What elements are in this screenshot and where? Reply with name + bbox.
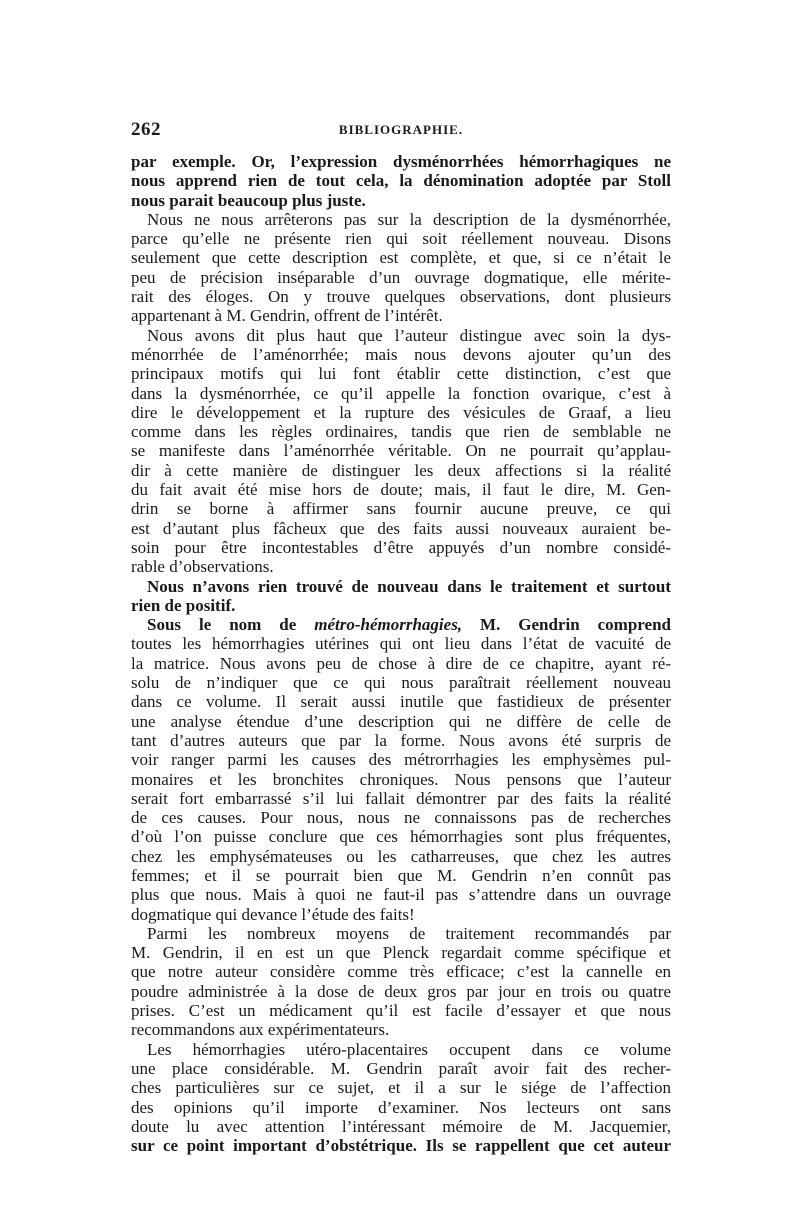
text-line: dans la dysménorrhée, ce qu’il appelle la fonction ovarique, c’est à bbox=[131, 383, 671, 403]
text-line: une place considérable. M. Gendrin paraît avoir fait des recher- bbox=[131, 1058, 671, 1078]
text-line: Nous avons dit plus haut que l’auteur distingue avec soin la dys- bbox=[147, 325, 671, 345]
text-line: femmes; et il se pourrait bien que M. Gendrin n’en connût pas bbox=[131, 865, 671, 885]
text-line: chez les emphysémateuses ou les catharreuses, que chez les autres bbox=[131, 846, 671, 866]
text-line: la matrice. Nous avons peu de chose à dire de ce chapitre, ayant ré- bbox=[131, 653, 671, 673]
text-line: de ces causes. Pour nous, nous ne connaissons pas de recherches bbox=[131, 808, 671, 828]
text-line: dir à cette manière de distinguer les deux affections si la réalité bbox=[131, 460, 671, 480]
text-line: Nous n’avons rien trouvé de nouveau dans le traitement et surtout bbox=[147, 576, 671, 596]
text-line: Sous le nom de métro-hémorrhagies, M. Gendrin comprend bbox=[147, 615, 671, 635]
page-number: 262 bbox=[131, 119, 161, 140]
text-line: seulement que cette description est complète, et que, si ce n’était le bbox=[131, 248, 671, 268]
text-line: Les hémorrhagies utéro-placentaires occupent dans ce volume bbox=[147, 1039, 671, 1059]
text-line: est d’autant plus fâcheux que des faits aussi nouveaux auraient be- bbox=[131, 518, 671, 538]
text-line: une analyse étendue d’une description qui ne diffère de celle de bbox=[131, 711, 671, 731]
text-line: M. Gendrin, il en est un que Plenck regardait comme spécifique et bbox=[131, 943, 671, 963]
text-line: rable d’observations. bbox=[131, 557, 274, 577]
text-line: Nous ne nous arrêterons pas sur la description de la dysménorrhée, bbox=[147, 209, 671, 229]
text-line: voir ranger parmi les causes des métrorrhagies les emphysèmes pul- bbox=[131, 750, 671, 770]
text-line: du fait avait été mise hors de doute; mais, il faut le dire, M. Gen- bbox=[131, 480, 671, 500]
text-line: recommandons aux expérimentateurs. bbox=[131, 1020, 390, 1040]
text-line: doute lu avec attention l’intéressant mémoire de M. Jacquemier, bbox=[131, 1116, 671, 1136]
body-text bbox=[131, 152, 671, 1155]
text-line: tant d’autres auteurs que par la forme. Nous avons été surpris de bbox=[131, 730, 671, 750]
text-line: nous apprend rien de tout cela, la dénomination adoptée par Stoll bbox=[131, 171, 671, 191]
text-line: dogmatique qui devance l’étude des faits! bbox=[131, 904, 415, 924]
text-line: serait fort embarrassé s’il lui fallait démontrer par des faits la réalité bbox=[131, 788, 671, 808]
text-line: se manifeste dans l’aménorrhée véritable. On ne pourrait qu’applau- bbox=[131, 441, 671, 461]
text-line: monaires et les bronchites chroniques. Nous pensons que l’auteur bbox=[131, 769, 671, 789]
text-line: dans ce volume. Il serait aussi inutile que fastidieux de présenter bbox=[131, 692, 671, 712]
text-line: soin pour être incontestables d’être appuyés d’un nombre considé- bbox=[131, 537, 671, 557]
page-header bbox=[131, 119, 671, 141]
text-line: par exemple. Or, l’expression dysménorrhées hémorrhagiques ne bbox=[131, 152, 671, 171]
text-line: toutes les hémorrhagies utérines qui ont lieu dans l’état de vacuité de bbox=[131, 634, 671, 654]
italic-term: métro-hémorrhagies, bbox=[314, 615, 463, 635]
text-line: solu de n’indiquer que ce qui nous paraîtrait réellement nouveau bbox=[131, 673, 671, 693]
text-line: drin se borne à affirmer sans fournir aucune preuve, ce qui bbox=[131, 499, 671, 519]
text-line: dire le développement et la rupture des vésicules de Graaf, a lieu bbox=[131, 402, 671, 422]
text-line: sur ce point important d’obstétrique. Ils se rappellent que cet auteur bbox=[131, 1136, 671, 1156]
text-line: appartenant à M. Gendrin, offrent de l’intérêt. bbox=[131, 306, 443, 326]
text-line: plus que nous. Mais à quoi ne faut-il pas s’attendre dans un ouvrage bbox=[131, 885, 671, 905]
text-line: peu de précision inséparable d’un ouvrage dogmatique, elle mérite- bbox=[131, 267, 671, 287]
text-line: ches particulières sur ce sujet, et il a sur le siége de l’affection bbox=[131, 1078, 671, 1098]
text-line: que notre auteur considère comme très efficace; c’est la cannelle en bbox=[131, 962, 671, 982]
text-line: principaux motifs qui lui font établir cette distinction, c’est que bbox=[131, 364, 671, 384]
text-line: prises. C’est un médicament qu’il est facile d’essayer et que nous bbox=[131, 1001, 671, 1021]
text-line: rait des éloges. On y trouve quelques observations, dont plusieurs bbox=[131, 287, 671, 307]
text-line: rien de positif. bbox=[131, 595, 236, 615]
running-head: BIBLIOGRAPHIE. bbox=[338, 122, 464, 137]
text-line: d’où l’on puisse conclure que ces hémorrhagies sont plus fréquentes, bbox=[131, 827, 671, 847]
text-line: parce qu’elle ne présente rien qui soit réellement nouveau. Disons bbox=[131, 229, 671, 249]
text-line: des opinions qu’il importe d’examiner. Nos lecteurs ont sans bbox=[131, 1097, 671, 1117]
text-line: Parmi les nombreux moyens de traitement recommandés par bbox=[147, 923, 671, 943]
text-line: ménorrhée de l’aménorrhée; mais nous devons ajouter qu’un des bbox=[131, 344, 671, 364]
text-line: comme dans les règles ordinaires, tandis que rien de semblable ne bbox=[131, 422, 671, 442]
text-line: poudre administrée à la dose de deux gros par jour en trois ou quatre bbox=[131, 981, 671, 1001]
text-line: nous parait beaucoup plus juste. bbox=[131, 190, 366, 210]
